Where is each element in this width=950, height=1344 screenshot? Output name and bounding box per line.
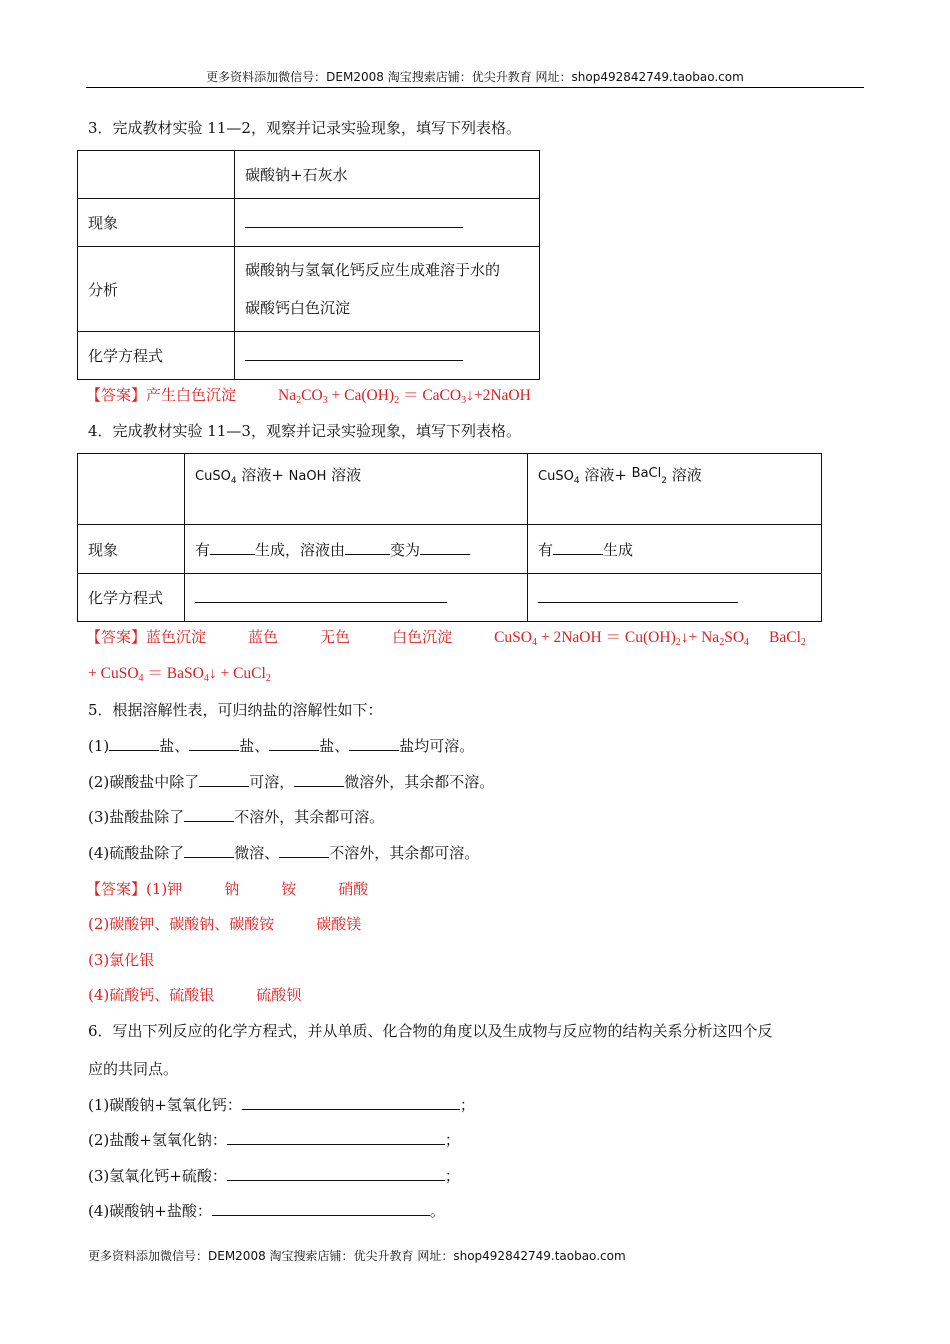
q3-analysis-line1: 碳酸钠与氢氧化钙反应生成难溶于水的 [245,261,501,279]
q4-answer-equation-1: CuSO$_4$ + 2NaOH ＝ $Cu(OH)_2↓+ Na_2SO_4$ [494,629,750,648]
answer-blank[interactable] [294,773,344,787]
answer-blank[interactable] [349,737,399,751]
q5-answer-3: (3)氯化银 [88,951,155,969]
q4-col-header-1: CuSO$_4$ 溶液+ NaOH 溶液 [185,454,528,525]
q4-phenomenon-cell-1: 有 生成，溶液由 变为 [185,525,528,574]
answer-blank[interactable] [227,1167,445,1181]
q3-answer-equation: $Na_2CO_3 + Ca(OH)_2$ ＝ CaCO$_3$↓+2NaOH [278,387,531,406]
answer-blank[interactable] [210,541,255,555]
q4-answer-1: 蓝色沉淀 [146,628,207,646]
page-header: 更多资料添加微信号：DEM2008 淘宝搜索店铺：优尖升教育 网址：shop492842749.taobao.com [86,68,864,88]
answer-blank[interactable] [242,1096,460,1110]
q4-col-header-2: CuSO$_4$ 溶液+ BaCl$_2$ 溶液 [528,454,822,525]
q4-row-label-phenomenon: 现象 [78,525,185,574]
q3-analysis-cell [235,247,540,332]
q3-equation-cell [235,332,540,380]
q5-prompt: 5．根据溶解性表，可归纳盐的溶解性如下： [88,701,383,719]
q3-row-label-equation: 化学方程式 [78,332,235,380]
answer-blank[interactable] [199,773,249,787]
q3-row-label-analysis: 分析 [78,247,235,332]
answer-blank[interactable] [245,214,463,228]
q3-answer [86,385,531,411]
q3-table [77,150,540,380]
q5-item-1: (1) 盐、 盐、 盐、 盐均可溶。 [88,737,475,755]
answer-blank[interactable] [553,541,603,555]
q5-item-2: (2)碳酸盐中除了 可溶， 微溶外，其余都不溶。 [88,773,495,791]
q4-equation-cell-2 [528,574,822,622]
q3-analysis-line2: 碳酸钙白色沉淀 [245,299,351,317]
q3-empty-cell [78,151,235,199]
q6-prompt-line1: 6．写出下列反应的化学方程式，并从单质、化合物的角度以及生成物与反应物的结构关系分析这四个反 [88,1022,773,1040]
q4-answer-line1 [86,627,806,653]
q5-answer-4: (4)硫酸钙、硫酸银 硫酸钡 [88,986,302,1004]
q4-answer-4: 白色沉淀 [392,628,453,646]
q4-phenomenon-cell-2: 有 生成 [528,525,822,574]
answer-tag: 【答案】 [86,880,147,898]
q4-answer-line2: + CuSO$_4$ ＝ BaSO$_4$↓ + CuCl$_2$ [88,665,271,684]
q3-phenomenon-cell [235,199,540,247]
answer-blank[interactable] [538,589,738,603]
answer-blank[interactable] [184,808,234,822]
q6-item-2: (2)盐酸+氢氧化钠： ； [88,1131,460,1149]
q6-item-3: (3)氢氧化钙+硫酸： ； [88,1167,460,1185]
answer-blank[interactable] [227,1131,445,1145]
answer-blank[interactable] [345,541,390,555]
q5-answer-1: 【答案】(1)钾 钠 铵 硝酸 [86,880,369,898]
q5-item-3: (3)盐酸盐除了 不溶外，其余都可溶。 [88,808,385,826]
answer-blank[interactable] [245,347,463,361]
page-footer: 更多资料添加微信号：DEM2008 淘宝搜索店铺：优尖升教育 网址：shop492842749.taobao.com [88,1249,626,1263]
q4-equation-cell-1 [185,574,528,622]
answer-tag: 【答案】 [86,386,147,404]
q4-table [77,453,822,622]
q3-answer-phenomenon: 产生白色沉淀 [146,386,237,404]
answer-blank[interactable] [195,589,447,603]
q5-item-4: (4)硫酸盐除了 微溶、 不溶外，其余都可溶。 [88,844,480,862]
q3-col-header: 碳酸钠+石灰水 [235,151,540,199]
q3-prompt: 3．完成教材实验 11—2，观察并记录实验现象，填写下列表格。 [88,119,521,137]
q5-answer-2: (2)碳酸钾、碳酸钠、碳酸铵 碳酸镁 [88,915,362,933]
answer-blank[interactable] [212,1202,430,1216]
q3-row-label-phenomenon: 现象 [78,199,235,247]
q6-prompt-line2: 应的共同点。 [88,1060,179,1078]
answer-blank[interactable] [420,541,470,555]
answer-tag: 【答案】 [86,628,147,646]
q4-answer-3: 无色 [320,628,351,646]
q4-prompt: 4．完成教材实验 11—3，观察并记录实验现象，填写下列表格。 [88,422,521,440]
answer-blank[interactable] [189,737,239,751]
q4-row-label-equation: 化学方程式 [78,574,185,622]
q4-answer-2: 蓝色 [248,628,279,646]
answer-blank[interactable] [279,844,329,858]
q6-item-4: (4)碳酸钠+盐酸： 。 [88,1202,445,1220]
answer-blank[interactable] [269,737,319,751]
q4-empty-cell [78,454,185,525]
q6-item-1: (1)碳酸钠+氢氧化钙： ； [88,1096,475,1114]
answer-blank[interactable] [109,737,159,751]
answer-blank[interactable] [184,844,234,858]
q4-answer-equation-2-start: BaCl$_2$ [769,629,806,648]
